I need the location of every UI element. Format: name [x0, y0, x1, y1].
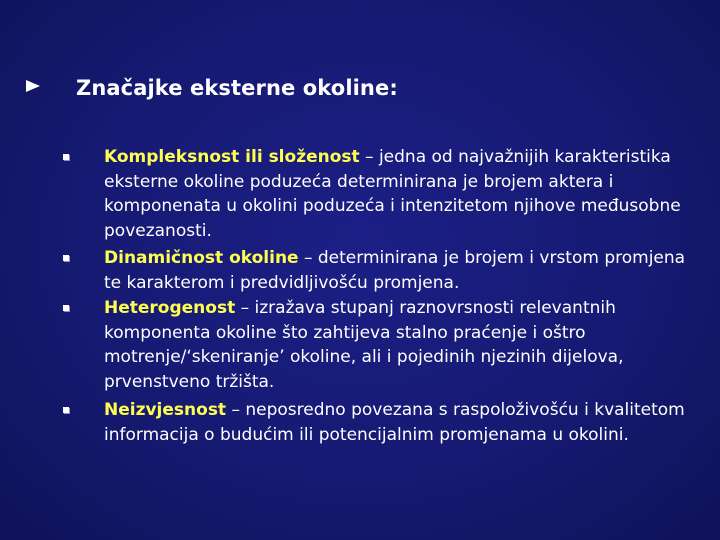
- bullet-text: [104, 398, 689, 447]
- bullet-description: – neposredno povezana s raspoloživošću i kvalitetom informacija o budućim ili potencijalnim promjenama u okolini.: [104, 400, 685, 445]
- bullet-description: – jedna od najvažnijih karakteristika eksterne okoline poduzeća determinirana je brojem aktera i komponenata u okolini poduzeća i intenzitetom njihove međusobne povezanosti.: [104, 147, 681, 241]
- square-bullet-icon: [63, 305, 69, 311]
- bullet-term: Heterogenost: [104, 298, 236, 318]
- title-arrow-icon: [26, 80, 40, 92]
- square-bullet-icon: [63, 407, 69, 413]
- square-bullet-icon: [63, 255, 69, 261]
- bullet-description: – determinirana je brojem i vrstom promjena te karakterom i predvidljivošću promjena.: [104, 248, 686, 293]
- slide-title: Značajke eksterne okoline:: [76, 76, 398, 100]
- bullet-term: Neizvjesnost: [104, 400, 227, 420]
- bullet-term: Kompleksnost ili složenost: [104, 147, 360, 167]
- bullet-description: – izražava stupanj raznovrsnosti relevantnih komponenta okoline što zahtijeva stalno praćenje i oštro motrenje/‘skeniranje’ okoline, ali i pojedinih njezinih dijelova, prvenstveno tržišta.: [104, 298, 624, 392]
- bullet-text: [104, 296, 689, 394]
- square-bullet-icon: [63, 154, 69, 160]
- bullet-text: [104, 246, 689, 295]
- bullet-term: Dinamičnost okoline: [104, 248, 299, 268]
- bullet-text: [104, 145, 689, 243]
